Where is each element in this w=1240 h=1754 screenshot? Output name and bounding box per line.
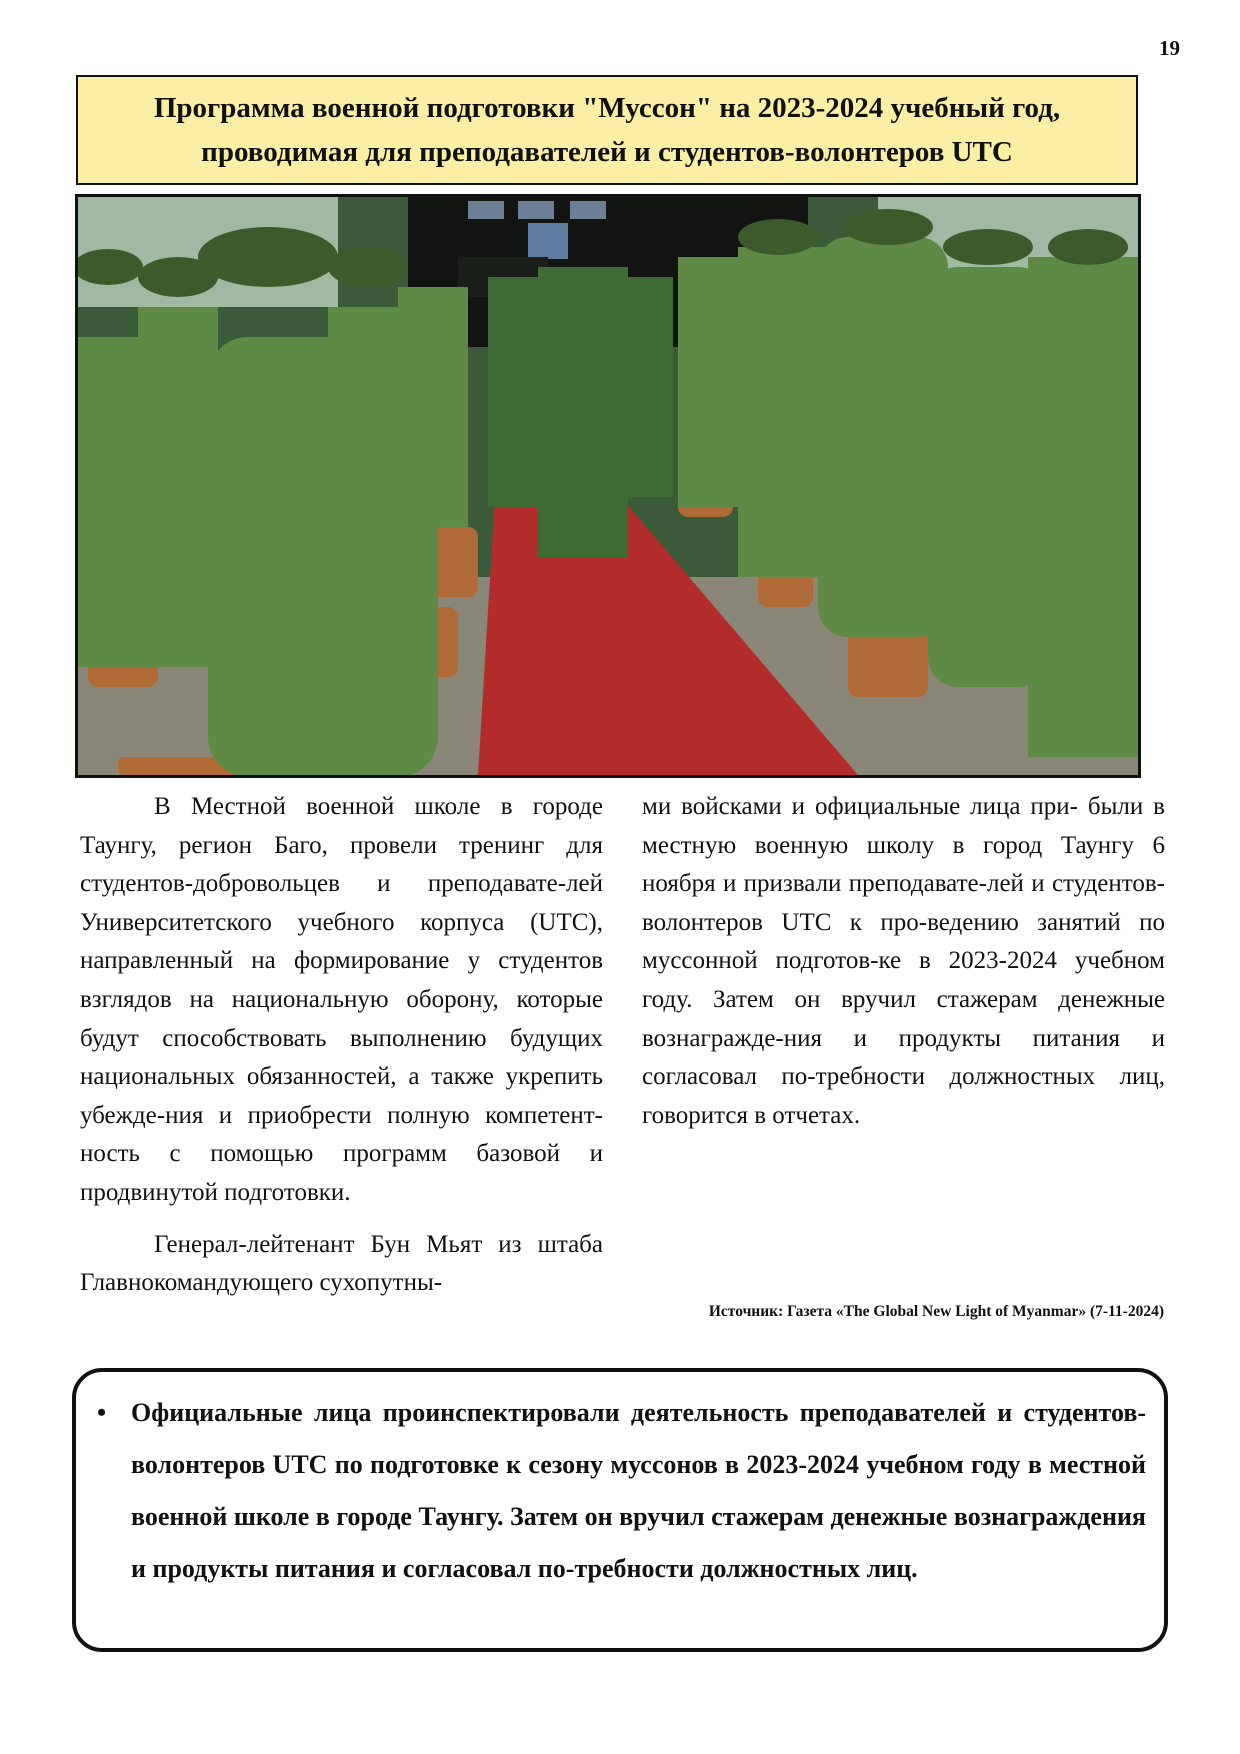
summary-box: [72, 1368, 1168, 1652]
bullet-icon: •: [97, 1398, 107, 1427]
news-photo: [75, 194, 1141, 778]
summary-text: Официальные лица проинспектировали деятельность преподавателей и студентов-волонтеров UTC по подготовке к сезону муссонов в 2023-2024 учебном году в местной военной школе в городе Таунгу. Затем он вручил стажерам денежные вознаграждения и продукты питания и согласовал по-требности должностных лиц.: [131, 1398, 1147, 1583]
paragraph-1: В Местной военной школе в городе Таунгу, регион Баго, провели тренинг для студентов-добровольцев и преподавате-лей Университетского учебного корпуса (UTC), направленный на формирование у студентов взглядов на национальную оборону, которые будут способствовать выполнению будущих национальных обязанностей, а также укрепить убежде-ния и приобрести полную компетент-ность с помощью программ базовой и продвинутой подготовки.: [80, 793, 604, 1206]
page-number: 19: [1159, 36, 1180, 60]
photo-image: [78, 197, 1138, 775]
source-citation: Источник: Газета «The Global New Light of Myanmar» (7-11-2024): [708, 1303, 1164, 1320]
article-left-column: [80, 788, 603, 1303]
title-line-1: Программа военной подготовки "Муссон" на 2023-2024 учебный год,: [153, 92, 1061, 124]
article-right-column: [642, 788, 1165, 1135]
paragraph-continued: ми войсками и официальные лица при- были в местную военную школу в город Таунгу 6 ноября и призвали преподавате-лей и студентов-волонтеров UTC к про-ведению занятий по муссонной подготов-ке в 2023-2024 учебном году. Затем он вручил стажерам денежные вознагражде-ния и продукты питания и согласовал по-требности должностных лиц, говорится в отчетах.: [642, 793, 1166, 1129]
title-line-2: проводимая для преподавателей и студентов-волонтеров UTC: [201, 136, 1013, 168]
paragraph-2: Генерал-лейтенант Бун Мьят из штаба Главнокомандующего сухопутны-: [80, 1230, 603, 1297]
title-box: [76, 75, 1138, 185]
